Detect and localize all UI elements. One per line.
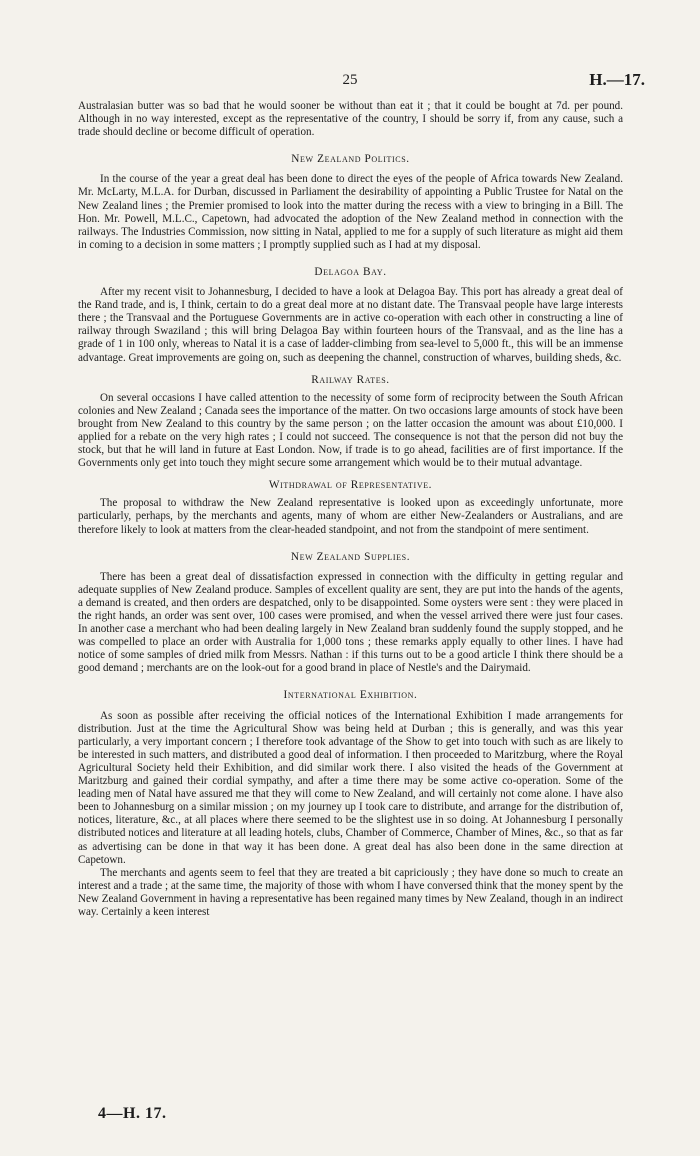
section-paragraph: On several occasions I have called attention to the necessity of some form of reciprocity between the South African colonies and New Zealand ; Canada sees the importance of the matter. On two occasions large amounts of stock have been brought from New Zealand to this country by the same person ; on the latter occasion the amount was about £10,000. I applied for a rebate on the very high rates ; I could not succeed. The consequence is not that the person did not buy the stock, but that he will land in future at East London. Now, if trade is to go ahead, facilities are of first importance. If the Governments only get into touch they might secure some arrangement which would be to their mutual advantage. xyxy=(78,391,623,470)
page-number: 25 xyxy=(342,72,358,88)
section-paragraph: There has been a great deal of dissatisfaction expressed in connection with the difficulty in getting regular and adequate supplies of New Zealand produce. Samples of excellent quality are sent, they are put into the hands of the agents, a demand is created, and then orders are despatched, only to be disappointed. Some oysters were sent : they were placed in the right hands, an order was sent over, 100 cases were promised, and when the vessel arrived there were just four cases. In another case a merchant who had been dealing largely in New Zealand bran suddenly found the supply stopped, and he was compelled to place an order with Australia for 1,000 tons ; these remarks apply equally to other lines. I have had notice of some samples of dried milk from Messrs. Nathan : if this turns out to be a good article I think there should be a good demand ; merchants are on the look-out for a good brand in place of Nestle's and the Dairymaid. xyxy=(78,570,623,675)
section-paragraph: The proposal to withdraw the New Zealand representative is looked upon as exceedingly unfortunate, more particularly, perhaps, by the merchants and agents, many of whom are either New-Zealanders or Australians, and are therefore likely to look at matters from the clear-headed standpoint, and not from the standpoint of mere sentiment. xyxy=(78,497,623,536)
opening-paragraph: Australasian butter was so bad that he would sooner be without than eat it ; that it could be bought at 7d. per pound. Although in no way interested, except as the representative of the country, I should be sorry if, from any cause, such a trade should decline or become difficult of operation. xyxy=(78,100,623,139)
section-paragraph: As soon as possible after receiving the official notices of the International Exhibition I made arrangements for distribution. Just at the time the Agricultural Show was being held at Durban ; this is generally, and was this year particularly, a very important concern ; I therefore took advantage of the Show to get into touch with such as are likely to be interested in such matters, and distributed a good deal of information. I then proceeded to Maritzburg, where the Royal Agricultural Society held their Exhibition, and did similar work there. I also visited the heads of the Government at Maritzburg and gained their cordial sympathy, and after a time there may be some active co-operation. Some of the leading men of Natal have assured me that they will come to New Zealand, and will certainly not come alone. I have also been to Johannesburg on a similar mission ; on my journey up I took care to distribute, and arrange for the distribution of, notices, literature, &c., at all places where there seemed to be the slightest use in so doing. At Johannesburg I personally distributed notices and literature at all leading hotels, clubs, Chamber of Commerce, Chamber of Mines, &c., so that as far as advertising can be done in that way it has been done. A great deal has also been done in the same direction at Capetown. xyxy=(78,709,623,866)
section-heading: New Zealand Supplies. xyxy=(290,550,411,563)
section-heading: Railway Rates. xyxy=(311,373,390,386)
section-heading: Delagoa Bay. xyxy=(314,265,387,278)
section-heading: International Exhibition. xyxy=(283,689,418,702)
document-body xyxy=(78,100,623,919)
section-paragraph: In the course of the year a great deal has been done to direct the eyes of the people of Africa towards New Zealand. Mr. McLarty, M.L.A. for Durban, discussed in Parliament the desirability of appointing a Public Trustee for Natal on the New Zealand lines ; the Premier promised to look into the matter during the recess with a view to bringing in a Bill. The Hon. Mr. Powell, M.L.C., Capetown, had advocated the adoption of the New Zealand method in connection with the railways. The Industries Commission, now sitting in Natal, applied to me for a supply of such literature as might aid them in coming to a decision in some matters ; I promptly supplied such as I had at my disposal. xyxy=(78,173,623,251)
section-heading: New Zealand Politics. xyxy=(291,153,410,166)
section-heading: Withdrawal of Representative. xyxy=(268,479,433,492)
document-code: H.—17. xyxy=(589,70,645,89)
section-paragraph: The merchants and agents seem to feel that they are treated a bit capriciously ; they have done so much to create an interest and a trade ; at the same time, the majority of those with whom I have conversed think that the money spent by the New Zealand Government in having a representative has been regained many times by New Zealand, though in an indirect way. Certainly a keen interest xyxy=(78,866,623,918)
footer-signature: 4—H. 17. xyxy=(98,1105,167,1122)
section-paragraph: After my recent visit to Johannesburg, I decided to have a look at Delagoa Bay. This port has already a great deal of the Rand trade, and is, I think, certain to do a great deal more at no distant date. The Transvaal people have large interests there ; the Transvaal and the Portuguese Governments are in active co-operation with each other in constructing a line of railway through Swaziland ; this will bring Delagoa Bay within fourteen hours of the Transvaal, and as the line has a grade of 1 in 100 only, whereas to Natal it is a case of ladder-climbing from sea-level to 5,000 ft., this will be an immense advantage. Great improvements are going on, such as deepening the channel, construction of wharves, building sheds, &c. xyxy=(78,286,623,364)
